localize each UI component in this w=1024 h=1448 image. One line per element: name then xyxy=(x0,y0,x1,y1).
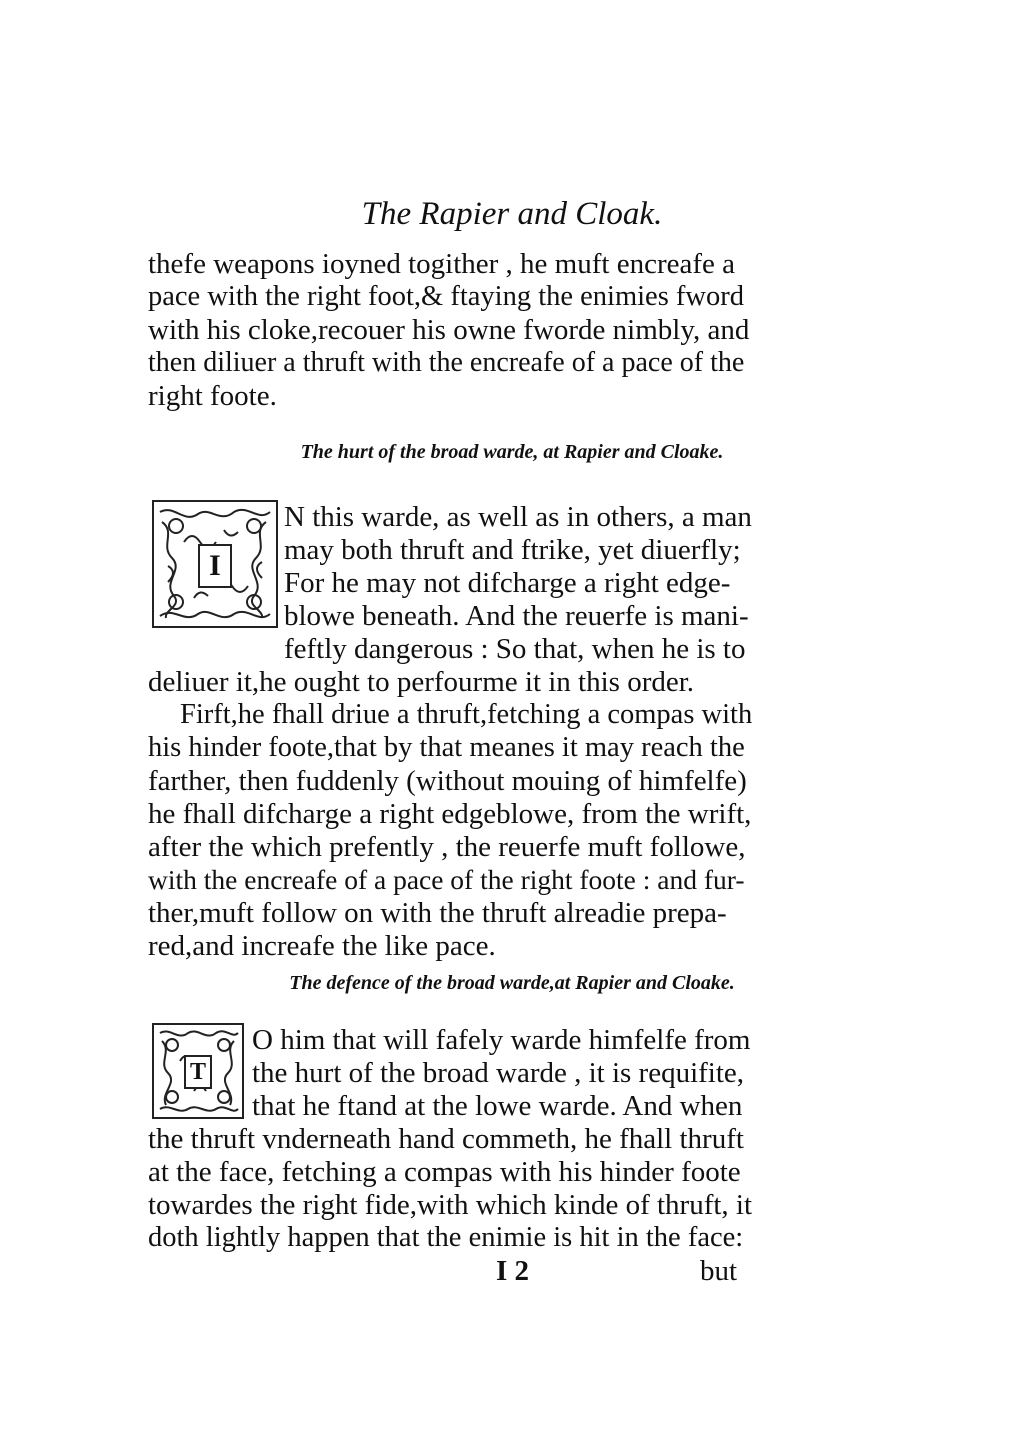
body-line: ther,muft follow on with the thruft alreadie prepa- xyxy=(148,897,727,929)
body-line: pace with the right foot,& ftaying the enimies fword xyxy=(148,281,744,312)
body-line: Firft,he fhall driue a thruft,fetching a compas with xyxy=(180,699,753,730)
initial-letter-box: T xyxy=(184,1055,212,1089)
body-line: he fhall difcharge a right edgeblowe, from the wrift, xyxy=(148,798,752,830)
signature-mark: I 2 xyxy=(496,1255,530,1287)
body-line: may both thruft and ftrike, yet diuerfly; xyxy=(284,534,741,566)
catchword: but xyxy=(700,1255,738,1287)
body-line: the thruft vnderneath hand commeth, he fhall thruft xyxy=(148,1123,744,1155)
initial-letter-box: I xyxy=(198,544,232,588)
body-line: with his cloke,recouer his owne fworde nimbly, and xyxy=(148,314,750,346)
body-line: O him that will fafely warde himfelfe from xyxy=(252,1024,751,1056)
body-line: that he ftand at the lowe warde. And when xyxy=(252,1090,743,1122)
body-line: with the encreafe of a pace of the right foote : and fur- xyxy=(148,864,745,895)
body-line: then diliuer a thruft with the encreafe of a pace of the xyxy=(148,347,745,378)
decorated-initial xyxy=(152,1023,244,1119)
body-line: farther, then fuddenly (without mouing of himfelfe) xyxy=(148,765,747,797)
body-line: deliuer it,he ought to perfourme it in this order. xyxy=(148,666,695,698)
section-heading-defence: The defence of the broad warde,at Rapier and Cloake. xyxy=(289,972,735,994)
body-line: blowe beneath. And the reuerfe is mani- xyxy=(284,600,749,632)
body-line: thefe weapons ioyned togither , he muft encreafe a xyxy=(148,248,735,280)
body-line: the hurt of the broad warde , it is requifite, xyxy=(252,1057,745,1089)
body-line: after the which prefently , the reuerfe muft followe, xyxy=(148,831,746,863)
body-line: right foote. xyxy=(148,380,277,412)
body-line: red,and increafe the like pace. xyxy=(148,930,496,962)
section-heading-hurt: The hurt of the broad warde, at Rapier and Cloake. xyxy=(300,441,724,463)
body-line: doth lightly happen that the enimie is hit in the face: xyxy=(148,1222,744,1253)
body-line: feftly dangerous : So that, when he is to xyxy=(284,633,746,665)
body-line: his hinder foote,that by that meanes it may reach the xyxy=(148,732,745,763)
body-line: at the face, fetching a compas with his hinder foote xyxy=(148,1156,741,1188)
running-title: The Rapier and Cloak. xyxy=(361,196,663,232)
body-line: For he may not difcharge a right edge- xyxy=(284,567,731,599)
body-line: N this warde, as well as in others, a man xyxy=(284,501,752,533)
body-line: towardes the right fide,with which kinde of thruft, it xyxy=(148,1189,753,1221)
decorated-initial xyxy=(152,500,278,628)
